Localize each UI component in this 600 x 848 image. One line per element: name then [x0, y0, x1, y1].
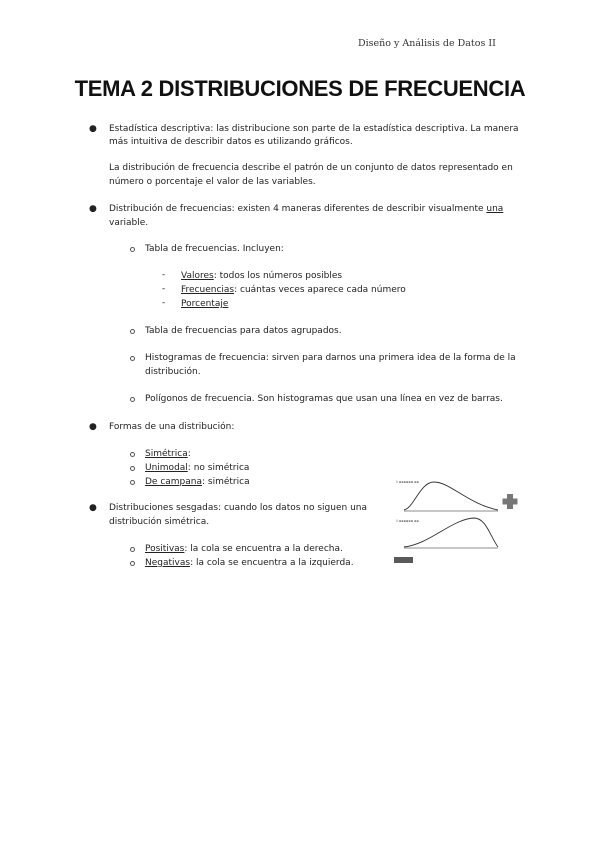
positivas-item [145, 542, 343, 556]
circle-bullet [130, 561, 135, 566]
campana-rest: : simétrica [202, 477, 250, 487]
frecuencias-term: Frecuencias [181, 285, 235, 295]
histogramas-line1: Histogramas de frecuencia: sirven para darnos una primera idea de la forma de la [145, 353, 516, 363]
bullet-dot: ● [89, 204, 97, 214]
distribucion-line1-underlined: una [486, 204, 504, 214]
positive-skew-curve [404, 482, 498, 510]
positivas-rest: : la cola se encuentra a la derecha. [184, 544, 343, 554]
frecuencias-rest: : cuántas veces aparece cada número [234, 285, 406, 295]
poligonos: Polígonos de frecuencia. Son histogramas que usan una línea en vez de barras. [145, 394, 503, 404]
unimodal-term: Unimodal [145, 463, 188, 473]
unimodal-rest: : no simétrica [187, 463, 250, 473]
bottom-curve-label: Ⅱ ▪▪▪▪▪▪ ▪▪ [396, 519, 419, 523]
bullet-dot: ● [89, 422, 97, 432]
negativas-item [145, 556, 354, 570]
unimodal-item [145, 461, 249, 475]
valores-term: Valores [181, 271, 214, 281]
minus-icon [394, 557, 413, 563]
porcentaje-term: Porcentaje [181, 299, 229, 309]
course-header: Diseño y Análisis de Datos II [358, 38, 496, 49]
dash-bullet: - [162, 284, 166, 294]
simetrica-item [145, 447, 191, 461]
skew-figure [390, 474, 530, 574]
skew-figure-svg [390, 474, 530, 574]
dash-bullet: - [162, 270, 166, 280]
plus-icon-horizontal [503, 499, 518, 505]
dash-bullet: - [162, 298, 166, 308]
page-title: TEMA 2 DISTRIBUCIONES DE FRECUENCIA [74, 76, 526, 101]
histogramas-line2: distribución. [145, 367, 201, 377]
formas-heading: Formas de una distribución: [109, 422, 235, 432]
circle-bullet [130, 329, 135, 334]
sesgadas-line2: distribución simétrica. [109, 517, 210, 527]
circle-bullet [130, 452, 135, 457]
estadistica-line2: más intuitiva de describir datos es utilizando gráficos. [109, 137, 353, 147]
circle-bullet [130, 480, 135, 485]
estadistica-para-line2: número o porcentaje el valor de las variables. [109, 177, 316, 187]
porcentaje-item [181, 297, 228, 311]
estadistica-line1: Estadística descriptiva: las distribucione son parte de la estadística descriptiva. La manera [109, 124, 519, 134]
frecuencias-item [181, 283, 406, 297]
negativas-rest: : la cola se encuentra a la izquierda. [190, 558, 354, 568]
circle-bullet [130, 547, 135, 552]
top-curve-label: Ⅱ ▪▪▪▪▪▪ ▪▪ [396, 480, 419, 484]
circle-bullet [130, 397, 135, 402]
circle-bullet [130, 356, 135, 361]
bullet-dot: ● [89, 503, 97, 513]
tabla-agrupados: Tabla de frecuencias para datos agrupados. [145, 326, 342, 336]
sesgadas-line1: Distribuciones sesgadas: cuando los datos no siguen una [109, 503, 367, 513]
campana-item [145, 475, 250, 489]
valores-item [181, 269, 342, 283]
bullet-dot: ● [89, 124, 97, 134]
simetrica-term: Simétrica [145, 449, 188, 459]
campana-term: De campana [145, 477, 203, 487]
valores-rest: : todos los números posibles [213, 271, 343, 281]
simetrica-rest: : [187, 449, 191, 459]
positivas-term: Positivas [145, 544, 185, 554]
estadistica-para-line1: La distribución de frecuencia describe el patrón de un conjunto de datos representado en [109, 163, 513, 173]
tabla-frecuencias: Tabla de frecuencias. Incluyen: [145, 244, 284, 254]
circle-bullet [130, 247, 135, 252]
circle-bullet [130, 466, 135, 471]
distribucion-line2: variable. [109, 218, 149, 228]
negativas-term: Negativas [145, 558, 191, 568]
distribucion-line1-prefix: Distribución de frecuencias: existen 4 maneras diferentes de describir visualmente [109, 204, 487, 214]
distribucion-line1 [109, 202, 503, 216]
